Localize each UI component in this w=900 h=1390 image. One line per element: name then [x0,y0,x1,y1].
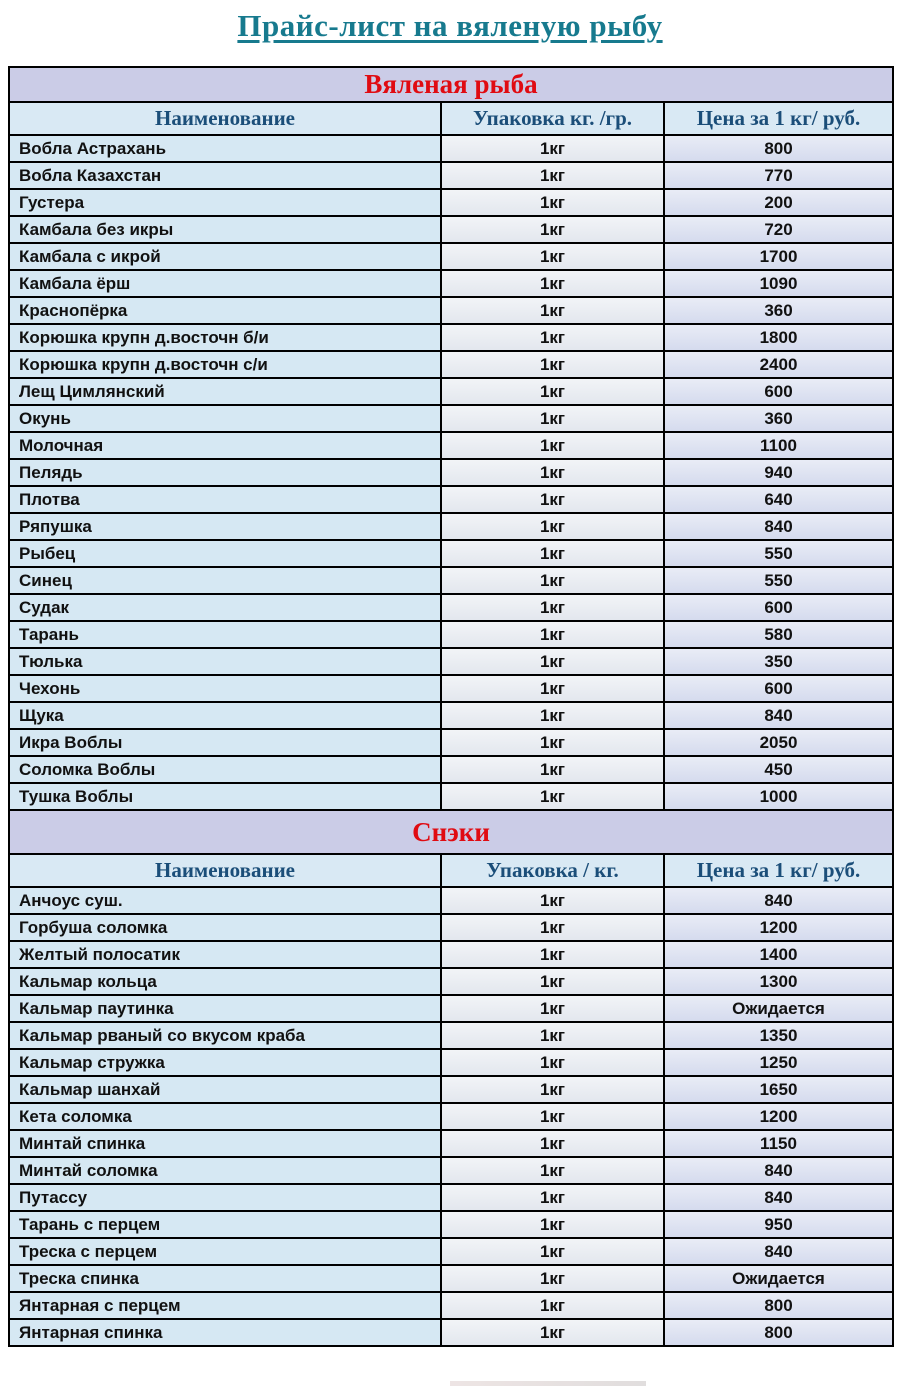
pack-cell: 1кг [441,189,664,216]
table-row [9,1184,893,1211]
price-cell: 840 [664,1184,893,1211]
table-row [9,1319,893,1346]
price-cell: 1650 [664,1076,893,1103]
price-cell: 600 [664,378,893,405]
item-name-cell: Путассу [9,1184,441,1211]
pack-cell: 1кг [441,621,664,648]
item-name-cell: Корюшка крупн д.восточн б/и [9,324,441,351]
section-header-row [9,67,893,102]
pack-cell: 1кг [441,1157,664,1184]
price-cell: Ожидается [664,1265,893,1292]
pack-cell: 1кг [441,216,664,243]
table-row [9,486,893,513]
item-name-cell: Ряпушка [9,513,441,540]
column-header-price: Цена за 1 кг/ руб. [664,102,893,135]
section-title: Снэки [9,810,893,854]
price-cell: 1300 [664,968,893,995]
item-name-cell: Кальмар шанхай [9,1076,441,1103]
price-cell: 360 [664,405,893,432]
price-cell: 600 [664,594,893,621]
item-name-cell: Янтарная спинка [9,1319,441,1346]
price-cell: 770 [664,162,893,189]
pack-cell: 1кг [441,1211,664,1238]
item-name-cell: Краснопёрка [9,297,441,324]
table-row [9,459,893,486]
table-row [9,351,893,378]
item-name-cell: Кальмар стружка [9,1049,441,1076]
pack-cell: 1кг [441,783,664,810]
item-name-cell: Анчоус суш. [9,887,441,914]
pack-cell: 1кг [441,297,664,324]
column-header-name: Наименование [9,854,441,887]
table-row [9,729,893,756]
item-name-cell: Минтай спинка [9,1130,441,1157]
item-name-cell: Кальмар кольца [9,968,441,995]
table-row [9,941,893,968]
pack-cell: 1кг [441,968,664,995]
price-cell: 200 [664,189,893,216]
price-cell: 840 [664,1157,893,1184]
pack-cell: 1кг [441,540,664,567]
section-title: Вяленая рыба [9,67,893,102]
pack-cell: 1кг [441,1076,664,1103]
table-row [9,914,893,941]
price-cell: 1150 [664,1130,893,1157]
pack-cell: 1кг [441,1238,664,1265]
pack-cell: 1кг [441,1319,664,1346]
pack-cell: 1кг [441,729,664,756]
item-name-cell: Тарань с перцем [9,1211,441,1238]
pack-cell: 1кг [441,324,664,351]
pack-cell: 1кг [441,378,664,405]
table-row [9,378,893,405]
pack-cell: 1кг [441,675,664,702]
item-name-cell: Тушка Воблы [9,783,441,810]
item-name-cell: Горбуша соломка [9,914,441,941]
pack-cell: 1кг [441,270,664,297]
price-cell: Ожидается [664,995,893,1022]
item-name-cell: Янтарная с перцем [9,1292,441,1319]
price-cell: 1100 [664,432,893,459]
price-cell: 2050 [664,729,893,756]
pack-cell: 1кг [441,1049,664,1076]
table-row [9,756,893,783]
price-table [8,66,894,1347]
item-name-cell: Щука [9,702,441,729]
price-cell: 1400 [664,941,893,968]
table-row [9,995,893,1022]
table-row [9,1076,893,1103]
item-name-cell: Лещ Цимлянский [9,378,441,405]
pack-cell: 1кг [441,914,664,941]
pack-cell: 1кг [441,351,664,378]
item-name-cell: Вобла Астрахань [9,135,441,162]
table-row [9,189,893,216]
table-row [9,1238,893,1265]
price-cell: 800 [664,135,893,162]
price-cell: 1350 [664,1022,893,1049]
table-row [9,405,893,432]
price-cell: 840 [664,513,893,540]
pack-cell: 1кг [441,887,664,914]
table-row [9,675,893,702]
table-row [9,783,893,810]
table-row [9,968,893,995]
item-name-cell: Вобла Казахстан [9,162,441,189]
table-row [9,540,893,567]
item-name-cell: Плотва [9,486,441,513]
pack-cell: 1кг [441,594,664,621]
item-name-cell: Пелядь [9,459,441,486]
item-name-cell: Кальмар паутинка [9,995,441,1022]
table-row [9,432,893,459]
price-cell: 360 [664,297,893,324]
column-header-name: Наименование [9,102,441,135]
pack-cell: 1кг [441,756,664,783]
table-row [9,702,893,729]
price-cell: 840 [664,887,893,914]
table-row [9,1022,893,1049]
table-row [9,297,893,324]
pack-cell: 1кг [441,995,664,1022]
price-cell: 1200 [664,914,893,941]
item-name-cell: Тарань [9,621,441,648]
pack-cell: 1кг [441,648,664,675]
item-name-cell: Окунь [9,405,441,432]
pack-cell: 1кг [441,941,664,968]
price-cell: 1700 [664,243,893,270]
pack-cell: 1кг [441,459,664,486]
pack-cell: 1кг [441,513,664,540]
pack-cell: 1кг [441,1184,664,1211]
item-name-cell: Треска спинка [9,1265,441,1292]
pack-cell: 1кг [441,486,664,513]
column-header-price: Цена за 1 кг/ руб. [664,854,893,887]
item-name-cell: Камбала ёрш [9,270,441,297]
item-name-cell: Синец [9,567,441,594]
pack-cell: 1кг [441,405,664,432]
table-row [9,648,893,675]
price-cell: 640 [664,486,893,513]
pack-cell: 1кг [441,702,664,729]
table-row [9,1049,893,1076]
item-name-cell: Тюлька [9,648,441,675]
item-name-cell: Судак [9,594,441,621]
table-row [9,162,893,189]
price-cell: 580 [664,621,893,648]
price-cell: 840 [664,1238,893,1265]
item-name-cell: Густера [9,189,441,216]
table-row [9,1130,893,1157]
pack-cell: 1кг [441,1103,664,1130]
pack-cell: 1кг [441,135,664,162]
table-row [9,1265,893,1292]
price-cell: 550 [664,540,893,567]
pack-cell: 1кг [441,162,664,189]
table-row [9,324,893,351]
column-header-pack: Упаковка кг. /гр. [441,102,664,135]
price-cell: 840 [664,702,893,729]
price-cell: 1250 [664,1049,893,1076]
column-header-row [9,102,893,135]
price-cell: 600 [664,675,893,702]
item-name-cell: Рыбец [9,540,441,567]
pack-cell: 1кг [441,1130,664,1157]
table-row [9,1103,893,1130]
price-cell: 940 [664,459,893,486]
table-row [9,1292,893,1319]
item-name-cell: Соломка Воблы [9,756,441,783]
table-row [9,887,893,914]
price-cell: 1200 [664,1103,893,1130]
section-header-row [9,810,893,854]
price-cell: 1090 [664,270,893,297]
page-title: Прайс-лист на вяленую рыбу [237,8,663,43]
item-name-cell: Кальмар рваный со вкусом краба [9,1022,441,1049]
price-cell: 550 [664,567,893,594]
item-name-cell: Молочная [9,432,441,459]
item-name-cell: Минтай соломка [9,1157,441,1184]
table-row [9,270,893,297]
pack-cell: 1кг [441,1292,664,1319]
table-row [9,594,893,621]
price-cell: 800 [664,1292,893,1319]
item-name-cell: Корюшка крупн д.восточн с/и [9,351,441,378]
price-cell: 2400 [664,351,893,378]
item-name-cell: Камбала без икры [9,216,441,243]
table-row [9,567,893,594]
pack-cell: 1кг [441,1022,664,1049]
pack-cell: 1кг [441,432,664,459]
item-name-cell: Треска с перцем [9,1238,441,1265]
table-row [9,216,893,243]
pack-cell: 1кг [441,567,664,594]
item-name-cell: Желтый полосатик [9,941,441,968]
table-row [9,513,893,540]
price-cell: 1800 [664,324,893,351]
price-cell: 1000 [664,783,893,810]
pack-cell: 1кг [441,1265,664,1292]
price-cell: 720 [664,216,893,243]
table-row [9,621,893,648]
table-row [9,1211,893,1238]
item-name-cell: Чехонь [9,675,441,702]
price-cell: 800 [664,1319,893,1346]
item-name-cell: Камбала с икрой [9,243,441,270]
pack-cell: 1кг [441,243,664,270]
column-header-row [9,854,893,887]
table-row [9,243,893,270]
price-cell: 450 [664,756,893,783]
price-cell: 950 [664,1211,893,1238]
table-row [9,135,893,162]
price-cell: 350 [664,648,893,675]
item-name-cell: Кета соломка [9,1103,441,1130]
table-row [9,1157,893,1184]
item-name-cell: Икра Воблы [9,729,441,756]
price-table-body [9,67,893,1346]
column-header-pack: Упаковка / кг. [441,854,664,887]
